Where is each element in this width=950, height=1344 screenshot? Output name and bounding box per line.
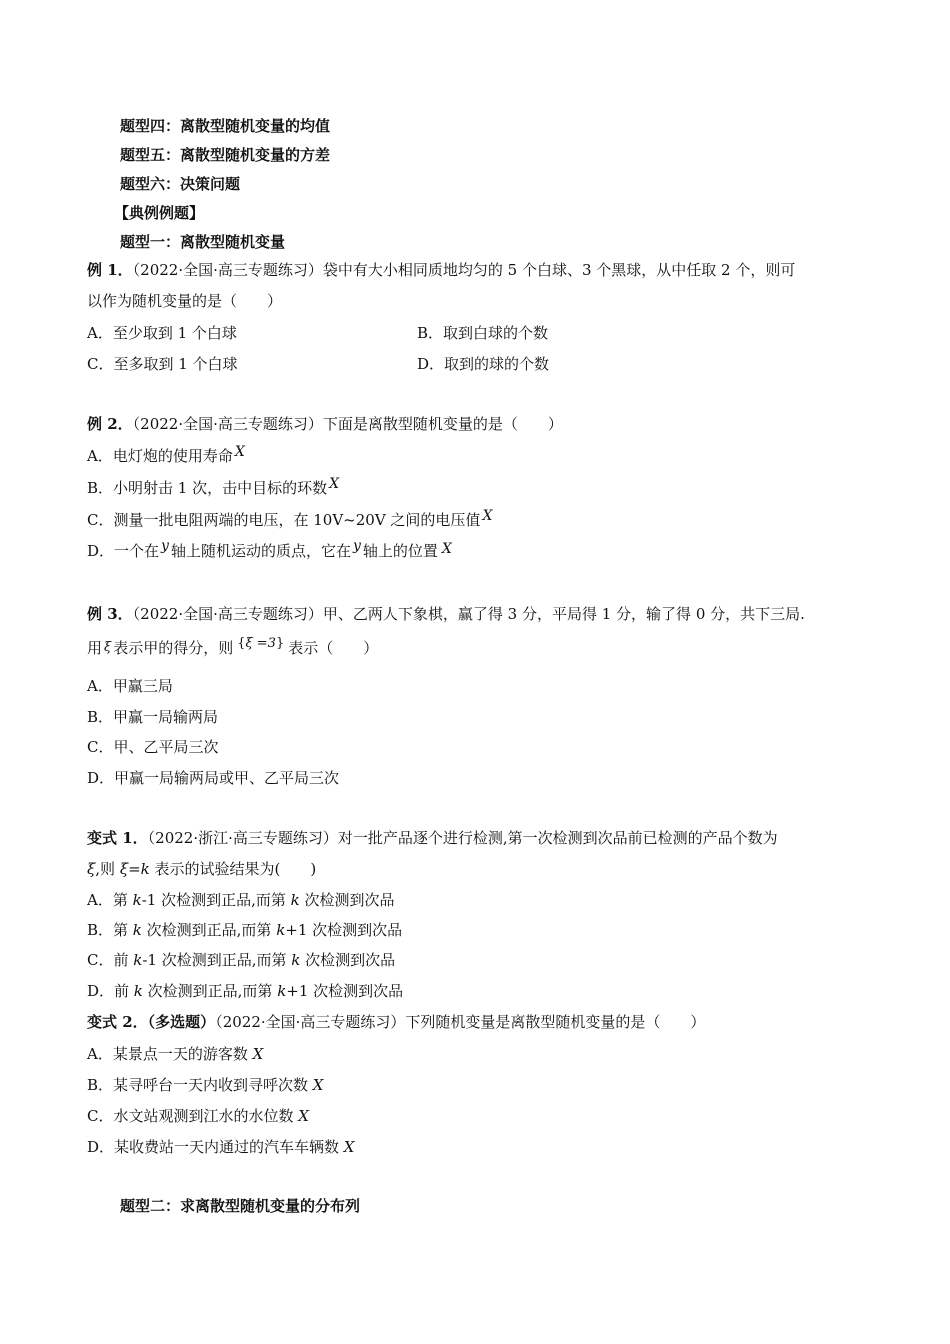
var2-option-a: A．某景点一天的游客数 X: [87, 1045, 264, 1063]
ex3-stem-line1: 例 3．（2022·全国·高三专题练习）甲、乙两人下象棋，赢了得 3 分，平局得 1 分，输了得 0 分，共下三局.: [87, 605, 805, 623]
var1-option-d: D．前 k 次检测到正品,而第 k+1 次检测到次品: [87, 982, 404, 1000]
ex1-option-d: D．取到的球的个数: [417, 355, 550, 373]
ex1-option-c: C．至多取到 1 个白球: [87, 355, 238, 373]
var1-option-c: C．前 k-1 次检测到正品,而第 k 次检测到次品: [87, 951, 396, 969]
var1-label: 变式 1．: [87, 829, 148, 847]
section2-title: 题型二：求离散型随机变量的分布列: [120, 1197, 361, 1215]
var1-stem-line1: 变式 1．（2022·浙江·高三专题练习）对一批产品逐个进行检测,第一次检测到次品前已检测的产品个数为: [87, 829, 778, 847]
ex1-option-b: B．取到白球的个数: [417, 324, 549, 342]
ex3-option-a: A．甲赢三局: [87, 677, 173, 695]
var2-stem: 变式 2．（多选题）（2022·全国·高三专题练习）下列随机变量是离散型随机变量的是（ ）: [87, 1013, 706, 1031]
var1-option-b: B．第 k 次检测到正品,而第 k+1 次检测到次品: [87, 921, 403, 939]
ex2-option-d: D．一个在 y 轴上随机运动的质点，它在 y 轴上的位置 X: [87, 538, 452, 560]
ex1-stem-line2: 以作为随机变量的是（ ）: [87, 292, 283, 310]
ex3-label: 例 3．: [87, 605, 133, 623]
var2-option-c: C．水文站观测到江水的水位数 X: [87, 1107, 309, 1125]
var2-label: 变式 2．: [87, 1013, 148, 1031]
outline-item-6: 题型六：决策问题: [120, 175, 241, 193]
ex1-label: 例 1．: [87, 261, 133, 279]
var1-option-a: A．第 k-1 次检测到正品,而第 k 次检测到次品: [87, 891, 395, 909]
ex2-option-b: B．小明射击 1 次，击中目标的环数 X: [87, 476, 340, 497]
ex3-option-b: B．甲赢一局输两局: [87, 708, 219, 726]
ex3-option-d: D．甲赢一局输两局或甲、乙平局三次: [87, 769, 340, 787]
ex2-stem: 例 2．（2022·全国·高三专题练习）下面是离散型随机变量的是（ ）: [87, 415, 563, 433]
ex2-label: 例 2．: [87, 415, 133, 433]
examples-heading: 【典例例题】: [114, 204, 205, 222]
var2-option-d: D．某收费站一天内通过的汽车车辆数 X: [87, 1138, 355, 1156]
var2-option-b: B．某寻呼台一天内收到寻呼次数 X: [87, 1076, 324, 1094]
ex1-stem-line1: 例 1．（2022·全国·高三专题练习）袋中有大小相同质地均匀的 5 个白球、3 个黑球，从中任取 2 个，则可: [87, 261, 796, 279]
ex2-option-a: A．电灯炮的使用寿命 X: [87, 444, 245, 465]
ex1-option-a: A．至少取到 1 个白球: [87, 324, 237, 342]
multi-choice-tag: （多选题）: [147, 1013, 216, 1031]
ex2-option-c: C．测量一批电阻两端的电压，在 10V~20V 之间的电压值 X: [87, 508, 493, 529]
ex3-stem-line2: 用 ξ 表示甲的得分，则 {ξ =3} 表示（ ）: [87, 636, 379, 657]
ex3-option-c: C．甲、乙平局三次: [87, 738, 219, 756]
outline-item-5: 题型五：离散型随机变量的方差: [120, 146, 331, 164]
var1-stem-line2: ξ,则 ξ=k 表示的试验结果为( ): [87, 860, 317, 878]
event-expression: {ξ =3}: [237, 636, 285, 651]
section1-title: 题型一：离散型随机变量: [120, 233, 286, 251]
outline-item-4: 题型四：离散型随机变量的均值: [120, 117, 331, 135]
